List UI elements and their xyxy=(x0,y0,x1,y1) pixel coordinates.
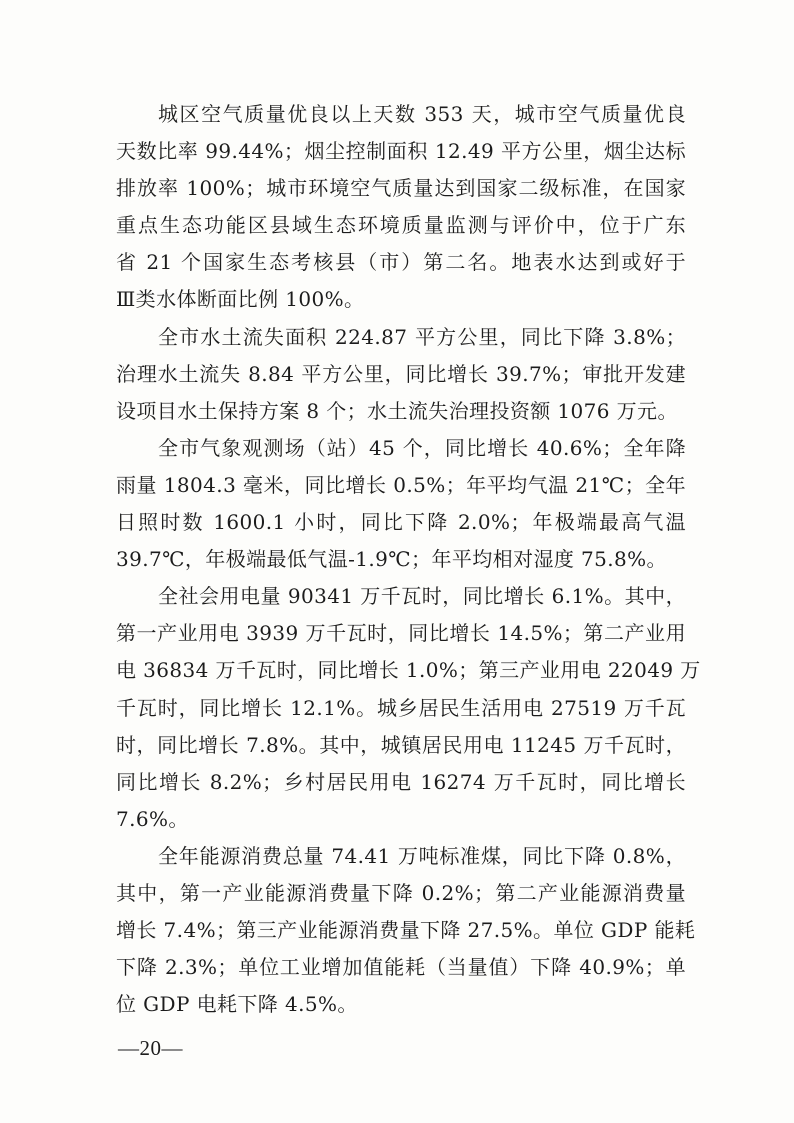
text-line: 重点生态功能区县域生态环境质量监测与评价中，位于广东 xyxy=(116,213,686,238)
text-line: 治理水土流失 8.84 平方公里，同比增长 39.7%；审批开发建 xyxy=(116,361,686,386)
paragraph-soil-erosion xyxy=(116,319,686,430)
text-line: 全社会用电量 90341 万千瓦时，同比增长 6.1%。其中， xyxy=(158,584,686,609)
paragraph-electricity xyxy=(116,578,701,838)
text-line: 39.7℃，年极端最低气温-1.9℃；年平均相对湿度 75.8%。 xyxy=(116,547,667,572)
paragraph-air-water-quality xyxy=(116,96,686,319)
text-line: Ⅲ类水体断面比例 100%。 xyxy=(116,287,365,312)
text-line: 省 21 个国家生态考核县（市）第二名。地表水达到或好于 xyxy=(116,250,686,275)
text-line: 全市水土流失面积 224.87 平方公里，同比下降 3.8%； xyxy=(158,324,686,349)
text-line: 天数比率 99.44%；烟尘控制面积 12.49 平方公里，烟尘达标 xyxy=(116,139,686,164)
document-body xyxy=(116,96,701,1023)
text-line: 全市气象观测场（站）45 个，同比增长 40.6%；全年降 xyxy=(158,435,686,460)
text-line: 位 GDP 电耗下降 4.5%。 xyxy=(116,992,358,1017)
paragraph-energy-consumption xyxy=(116,838,696,1023)
paragraph-meteorology xyxy=(116,430,686,578)
text-line: 电 36834 万千瓦时，同比增长 1.0%；第三产业用电 22049 万 xyxy=(116,658,701,683)
text-line: 雨量 1804.3 毫米，同比增长 0.5%；年平均气温 21℃；全年 xyxy=(116,472,686,497)
text-line: 时，同比增长 7.8%。其中，城镇居民用电 11245 万千瓦时， xyxy=(116,732,686,757)
text-line: 设项目水土保持方案 8 个；水土流失治理投资额 1076 万元。 xyxy=(116,398,678,423)
text-line: 日照时数 1600.1 小时，同比下降 2.0%；年极端最高气温 xyxy=(116,510,686,535)
text-line: 下降 2.3%；单位工业增加值能耗（当量值）下降 40.9%；单 xyxy=(116,955,686,980)
text-line: 7.6%。 xyxy=(116,806,189,831)
page-number: —20— xyxy=(118,1036,183,1060)
text-line: 全年能源消费总量 74.41 万吨标准煤，同比下降 0.8%， xyxy=(158,843,686,868)
text-line: 千瓦时，同比增长 12.1%。城乡居民生活用电 27519 万千瓦 xyxy=(116,695,686,720)
text-line: 第一产业用电 3939 万千瓦时，同比增长 14.5%；第二产业用 xyxy=(116,621,686,646)
text-line: 其中，第一产业能源消费量下降 0.2%；第二产业能源消费量 xyxy=(116,880,686,905)
text-line: 增长 7.4%；第三产业能源消费量下降 27.5%。单位 GDP 能耗 xyxy=(116,918,696,943)
text-line: 同比增长 8.2%；乡村居民用电 16274 万千瓦时，同比增长 xyxy=(116,769,686,794)
text-line: 排放率 100%；城市环境空气质量达到国家二级标准，在国家 xyxy=(116,176,686,201)
text-line: 城区空气质量优良以上天数 353 天，城市空气质量优良 xyxy=(158,102,686,126)
